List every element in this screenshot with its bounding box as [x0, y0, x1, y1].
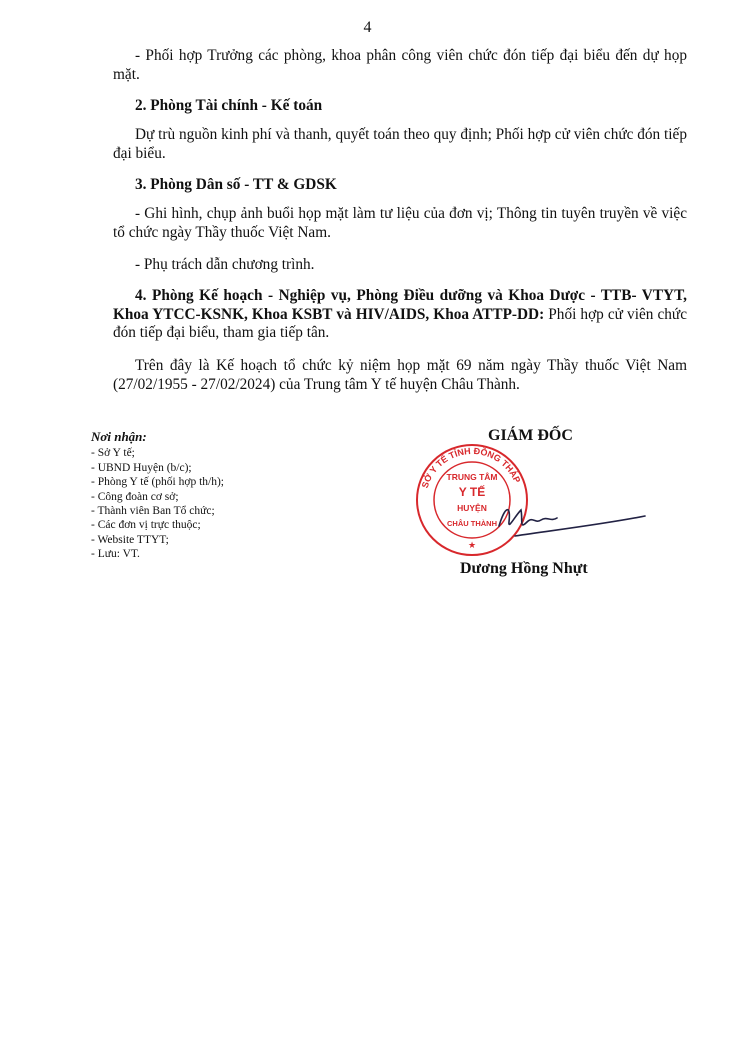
recipient-item: - UBND Huyện (b/c); — [91, 461, 192, 474]
stamp-line-3: HUYỆN — [457, 503, 487, 513]
recipient-item: - Công đoàn cơ sở; — [91, 490, 179, 503]
paragraph-closing: Trên đây là Kế hoạch tổ chức kỷ niệm họp mặt 69 năm ngày Thầy thuốc Việt Nam (27/02/1955 - 27/02/2024) của Trung tâm Y tế huyện Châu Thành. — [113, 357, 687, 393]
heading-departments: 4. Phòng Kế hoạch - Nghiệp vụ, Phòng Điều dưỡng và Khoa Dược - TTB- VTYT, Khoa YTCC-KSNK, Khoa KSBT và HIV/AIDS, Khoa ATTP-DD: — [113, 287, 687, 323]
signer-name: Dương Hồng Nhựt — [460, 560, 588, 577]
recipient-item: - Phòng Y tế (phối hợp th/h); — [91, 476, 224, 489]
heading-population: 3. Phòng Dân số - TT & GDSK — [135, 176, 337, 193]
stamp-line-1: TRUNG TÂM — [446, 472, 498, 482]
handwritten-signature — [495, 496, 655, 546]
recipients-title: Nơi nhận: — [91, 429, 147, 444]
paragraph-population: - Ghi hình, chụp ảnh buổi họp mặt làm tư liệu của đơn vị; Thông tin tuyên truyền về việc tổ chức ngày Thầy thuốc Việt Nam. — [113, 205, 687, 241]
signer-title: GIÁM ĐỐC — [488, 427, 573, 444]
paragraph-departments-text: Phối hợp cử viên chức đón tiếp đại biểu, tham gia tiếp tân. — [113, 305, 687, 341]
paragraph-finance: Dự trù nguồn kinh phí và thanh, quyết toán theo quy định; Phối hợp cử viên chức đón tiếp đại biểu. — [113, 126, 687, 162]
stamp-line-4: CHÂU THÀNH — [447, 519, 497, 528]
recipient-item: - Các đơn vị trực thuộc; — [91, 519, 201, 532]
paragraph-mc: - Phụ trách dẫn chương trình. — [135, 256, 315, 273]
recipient-item: - Thành viên Ban Tổ chức; — [91, 505, 215, 518]
page-number: 4 — [363, 19, 372, 36]
recipient-item: - Sở Y tế; — [91, 447, 135, 460]
recipient-item: - Website TTYT; — [91, 533, 169, 546]
recipients-block — [91, 430, 224, 562]
heading-finance: 2. Phòng Tài chính - Kế toán — [135, 97, 323, 114]
paragraph-coordination: - Phối hợp Trưởng các phòng, khoa phân công viên chức đón tiếp đại biểu đến dự họp mặt. — [113, 47, 687, 83]
paragraph-departments — [113, 287, 687, 343]
stamp-outer-text: SỞ Y TẾ TỈNH ĐỒNG THÁP — [419, 445, 523, 490]
stamp-line-2: Y TẾ — [458, 485, 486, 499]
recipient-item: - Lưu: VT. — [91, 548, 140, 561]
stamp-star-icon: ★ — [467, 540, 477, 550]
